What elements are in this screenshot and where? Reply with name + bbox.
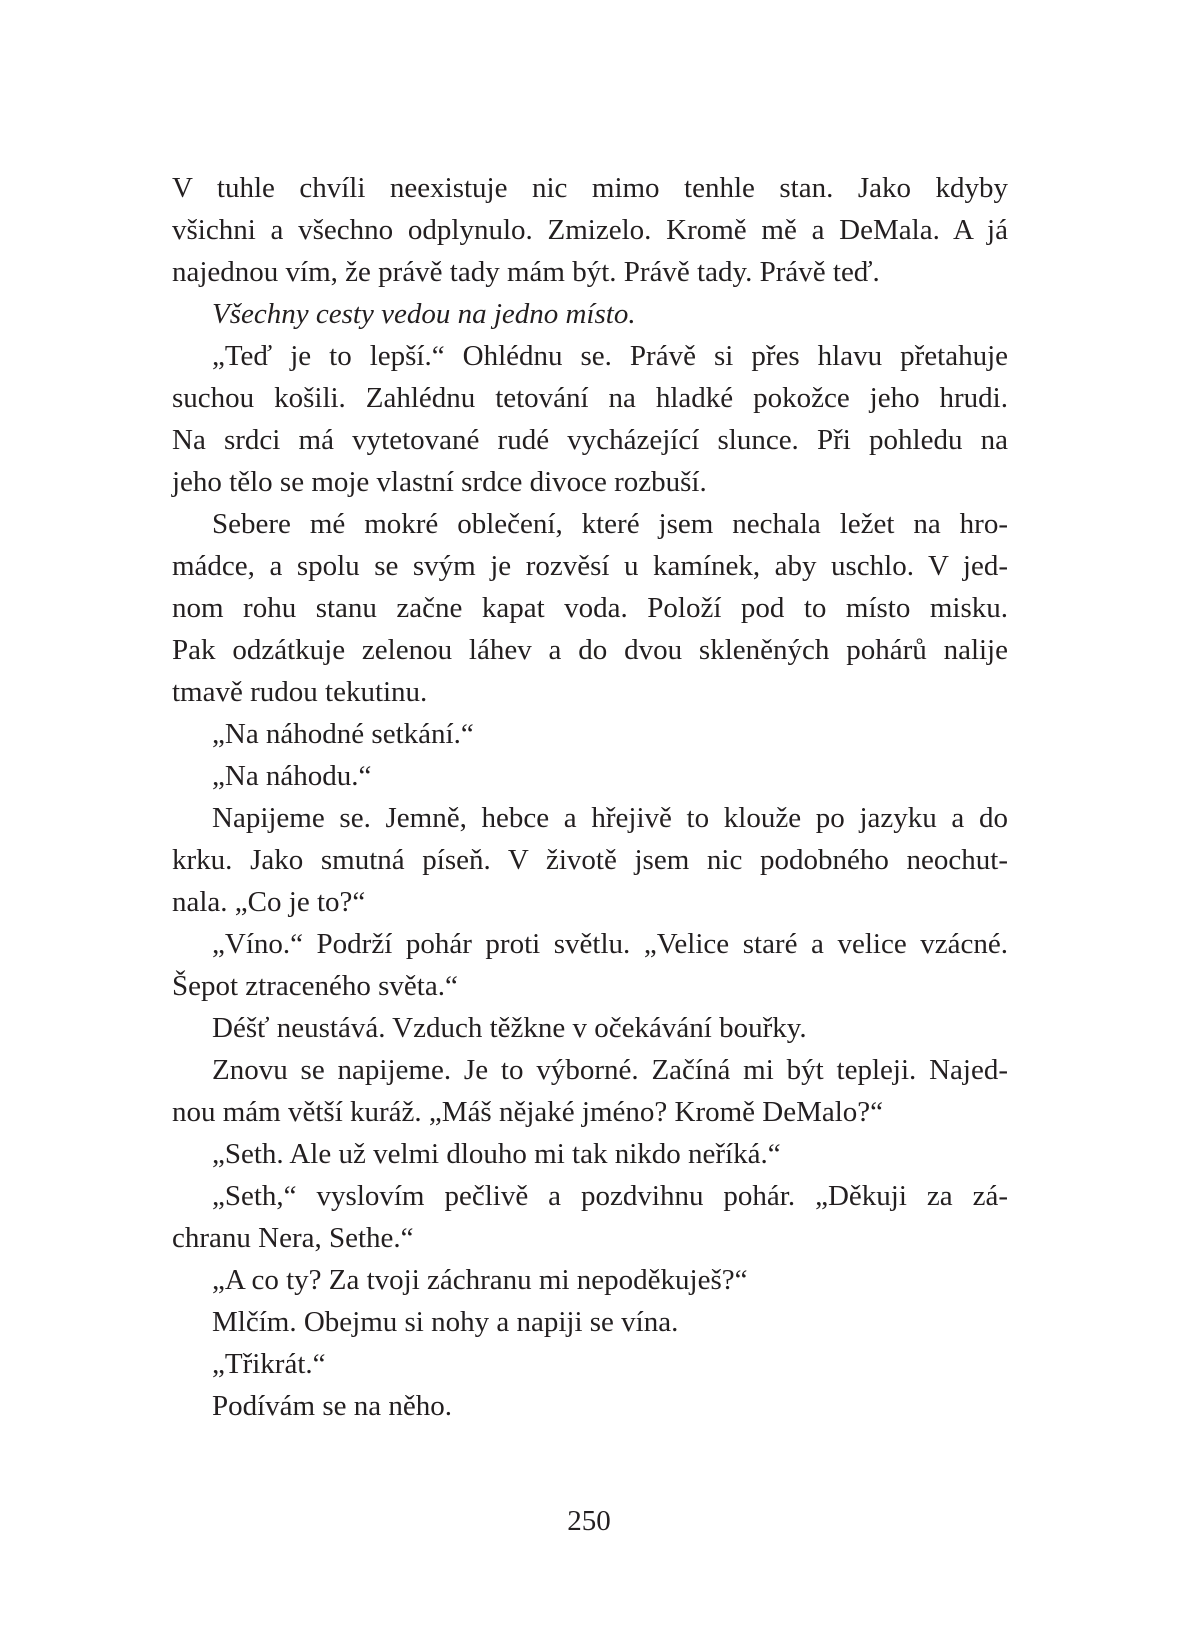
text-line: jeho tělo se moje vlastní srdce divoce rozbuší.: [172, 466, 707, 498]
text-line: „Na náhodu.“: [212, 760, 372, 792]
text-line: Podívám se na něho.: [212, 1390, 453, 1422]
text-line: „A co ty? Za tvoji záchranu mi nepoděkuješ?“: [212, 1264, 748, 1296]
text-line: mádce, a spolu se svým je rozvěsí u kamínek, aby uschlo. V jed-: [172, 550, 1008, 582]
body-text: [172, 167, 1008, 1427]
text-line: Znovu se napijeme. Je to výborné. Začíná mi být tepleji. Najed-: [212, 1054, 1008, 1086]
text-line: Na srdci má vytetované rudé vycházející slunce. Při pohledu na: [172, 424, 1008, 456]
text-line: tmavě rudou tekutinu.: [172, 676, 428, 708]
text-line: „Teď je to lepší.“ Ohlédnu se. Právě si přes hlavu přetahuje: [212, 340, 1008, 372]
text-line: Mlčím. Obejmu si nohy a napiji se vína.: [212, 1306, 679, 1338]
text-line: „Víno.“ Podrží pohár proti světlu. „Velice staré a velice vzácné.: [212, 928, 1008, 960]
text-line: krku. Jako smutná píseň. V životě jsem nic podobného neochut-: [172, 844, 1008, 876]
text-line: „Seth. Ale už velmi dlouho mi tak nikdo neříká.“: [212, 1138, 781, 1170]
text-line: „Na náhodné setkání.“: [212, 718, 474, 750]
text-line: V tuhle chvíli neexistuje nic mimo tenhle stan. Jako kdyby: [172, 172, 1008, 204]
text-line: všichni a všechno odplynulo. Zmizelo. Kromě mě a DeMala. A já: [172, 214, 1008, 246]
text-line: suchou košili. Zahlédnu tetování na hladké pokožce jeho hrudi.: [172, 382, 1008, 414]
text-line: „Seth,“ vyslovím pečlivě a pozdvihnu pohár. „Děkuji za zá-: [212, 1180, 1008, 1212]
text-line: Déšť neustává. Vzduch těžkne v očekávání bouřky.: [212, 1012, 807, 1044]
text-line-italic: Všechny cesty vedou na jedno místo.: [212, 298, 636, 330]
page-number: 250: [567, 1505, 611, 1537]
text-line: Sebere mé mokré oblečení, které jsem nechala ležet na hro-: [212, 508, 1008, 540]
text-line: Šepot ztraceného světa.“: [172, 970, 458, 1002]
text-line: nala. „Co je to?“: [172, 886, 366, 918]
text-line: Pak odzátkuje zelenou láhev a do dvou skleněných pohárů nalije: [172, 634, 1008, 666]
text-line: chranu Nera, Sethe.“: [172, 1222, 414, 1254]
text-line: Napijeme se. Jemně, hebce a hřejivě to klouže po jazyku a do: [212, 802, 1008, 834]
text-line: nou mám větší kuráž. „Máš nějaké jméno? Kromě DeMalo?“: [172, 1096, 884, 1128]
text-line: nom rohu stanu začne kapat voda. Položí pod to místo misku.: [172, 592, 1008, 624]
text-line: „Třikrát.“: [212, 1348, 326, 1380]
text-line: najednou vím, že právě tady mám být. Právě tady. Právě teď.: [172, 256, 880, 288]
